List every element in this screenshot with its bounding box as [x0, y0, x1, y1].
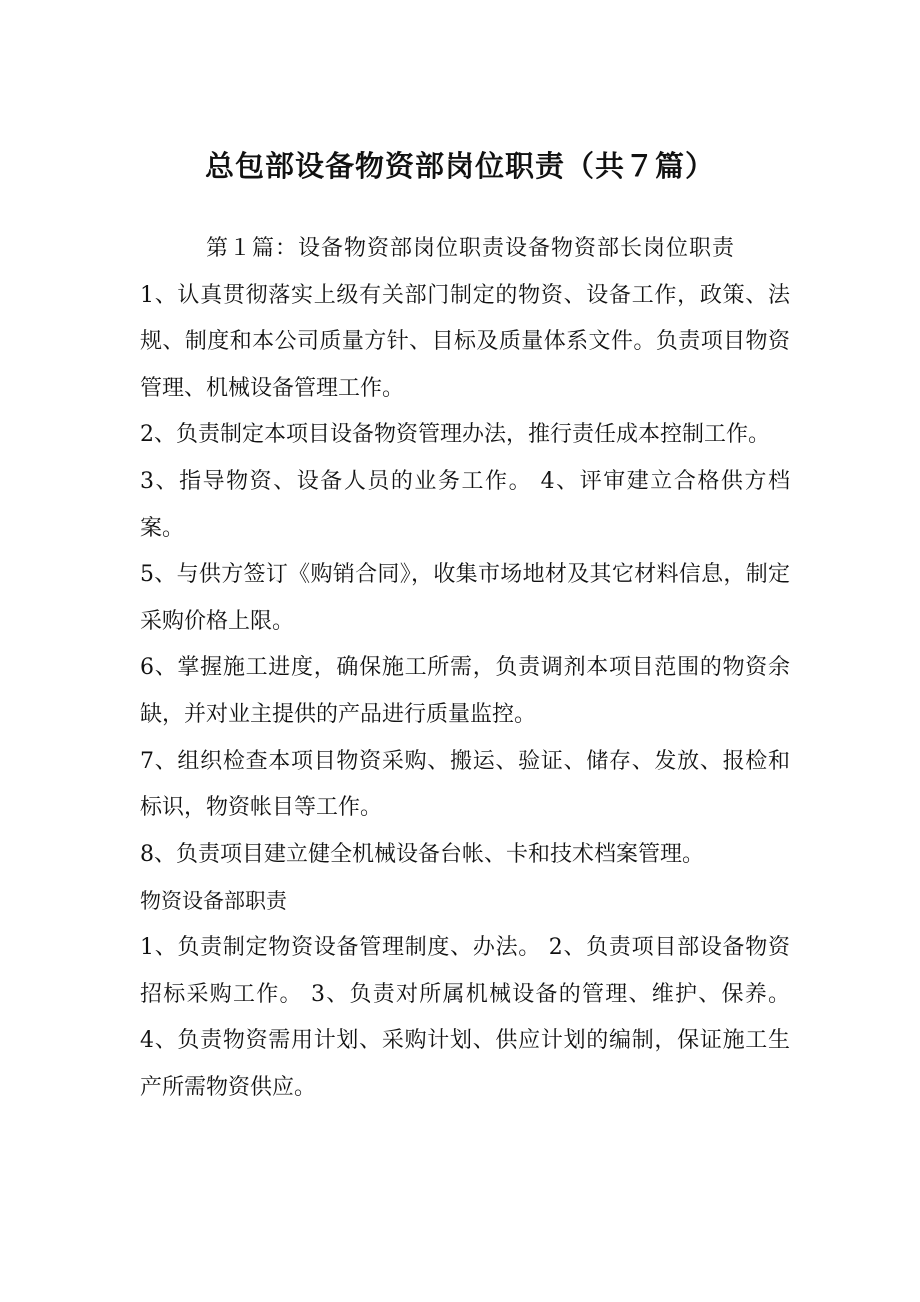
- document-body: [140, 226, 790, 1111]
- paragraph-item-8: 8、负责项目建立健全机械设备台帐、卡和技术档案管理。: [140, 841, 704, 867]
- paragraph-item-7: 7、组织检查本项目物资采购、搬运、验证、储存、发放、报检和标识，物资帐目等工作。: [140, 748, 790, 821]
- paragraph-item-1: 1、认真贯彻落实上级有关部门制定的物资、设备工作，政策、法规、制度和本公司质量方针、目标及质量体系文件。负责项目物资管理、机械设备管理工作。: [140, 282, 790, 401]
- chapter-heading: 第１篇：设备物资部岗位职责设备物资部长岗位职责: [206, 236, 736, 261]
- section-heading: 物资设备部职责: [140, 889, 287, 914]
- paragraph-item-2: 2、负责制定本项目设备物资管理办法，推行责任成本控制工作。: [140, 422, 770, 448]
- paragraph-item-6: 6、掌握施工进度，确保施工所需，负责调剂本项目范围的物资余缺，并对业主提供的产品进行质量监控。: [140, 655, 790, 727]
- paragraph-duties: 1、负责制定物资设备管理制度、办法。 2、负责项目部设备物资招标采购工作。 3、负责对所属机械设备的管理、维护、保养。 4、负责物资需用计划、采购计划、供应计划的编制，保证施工生产所需物资供应。: [140, 934, 790, 1100]
- document-title: 总包部设备物资部岗位职责（共７篇）: [204, 149, 715, 183]
- paragraph-item-5: 5、与供方签订《购销合同》，收集市场地材及其它材料信息，制定采购价格上限。: [140, 562, 790, 634]
- paragraph-item-3-4: 3、指导物资、设备人员的业务工作。 4、评审建立合格供方档案。: [140, 468, 790, 541]
